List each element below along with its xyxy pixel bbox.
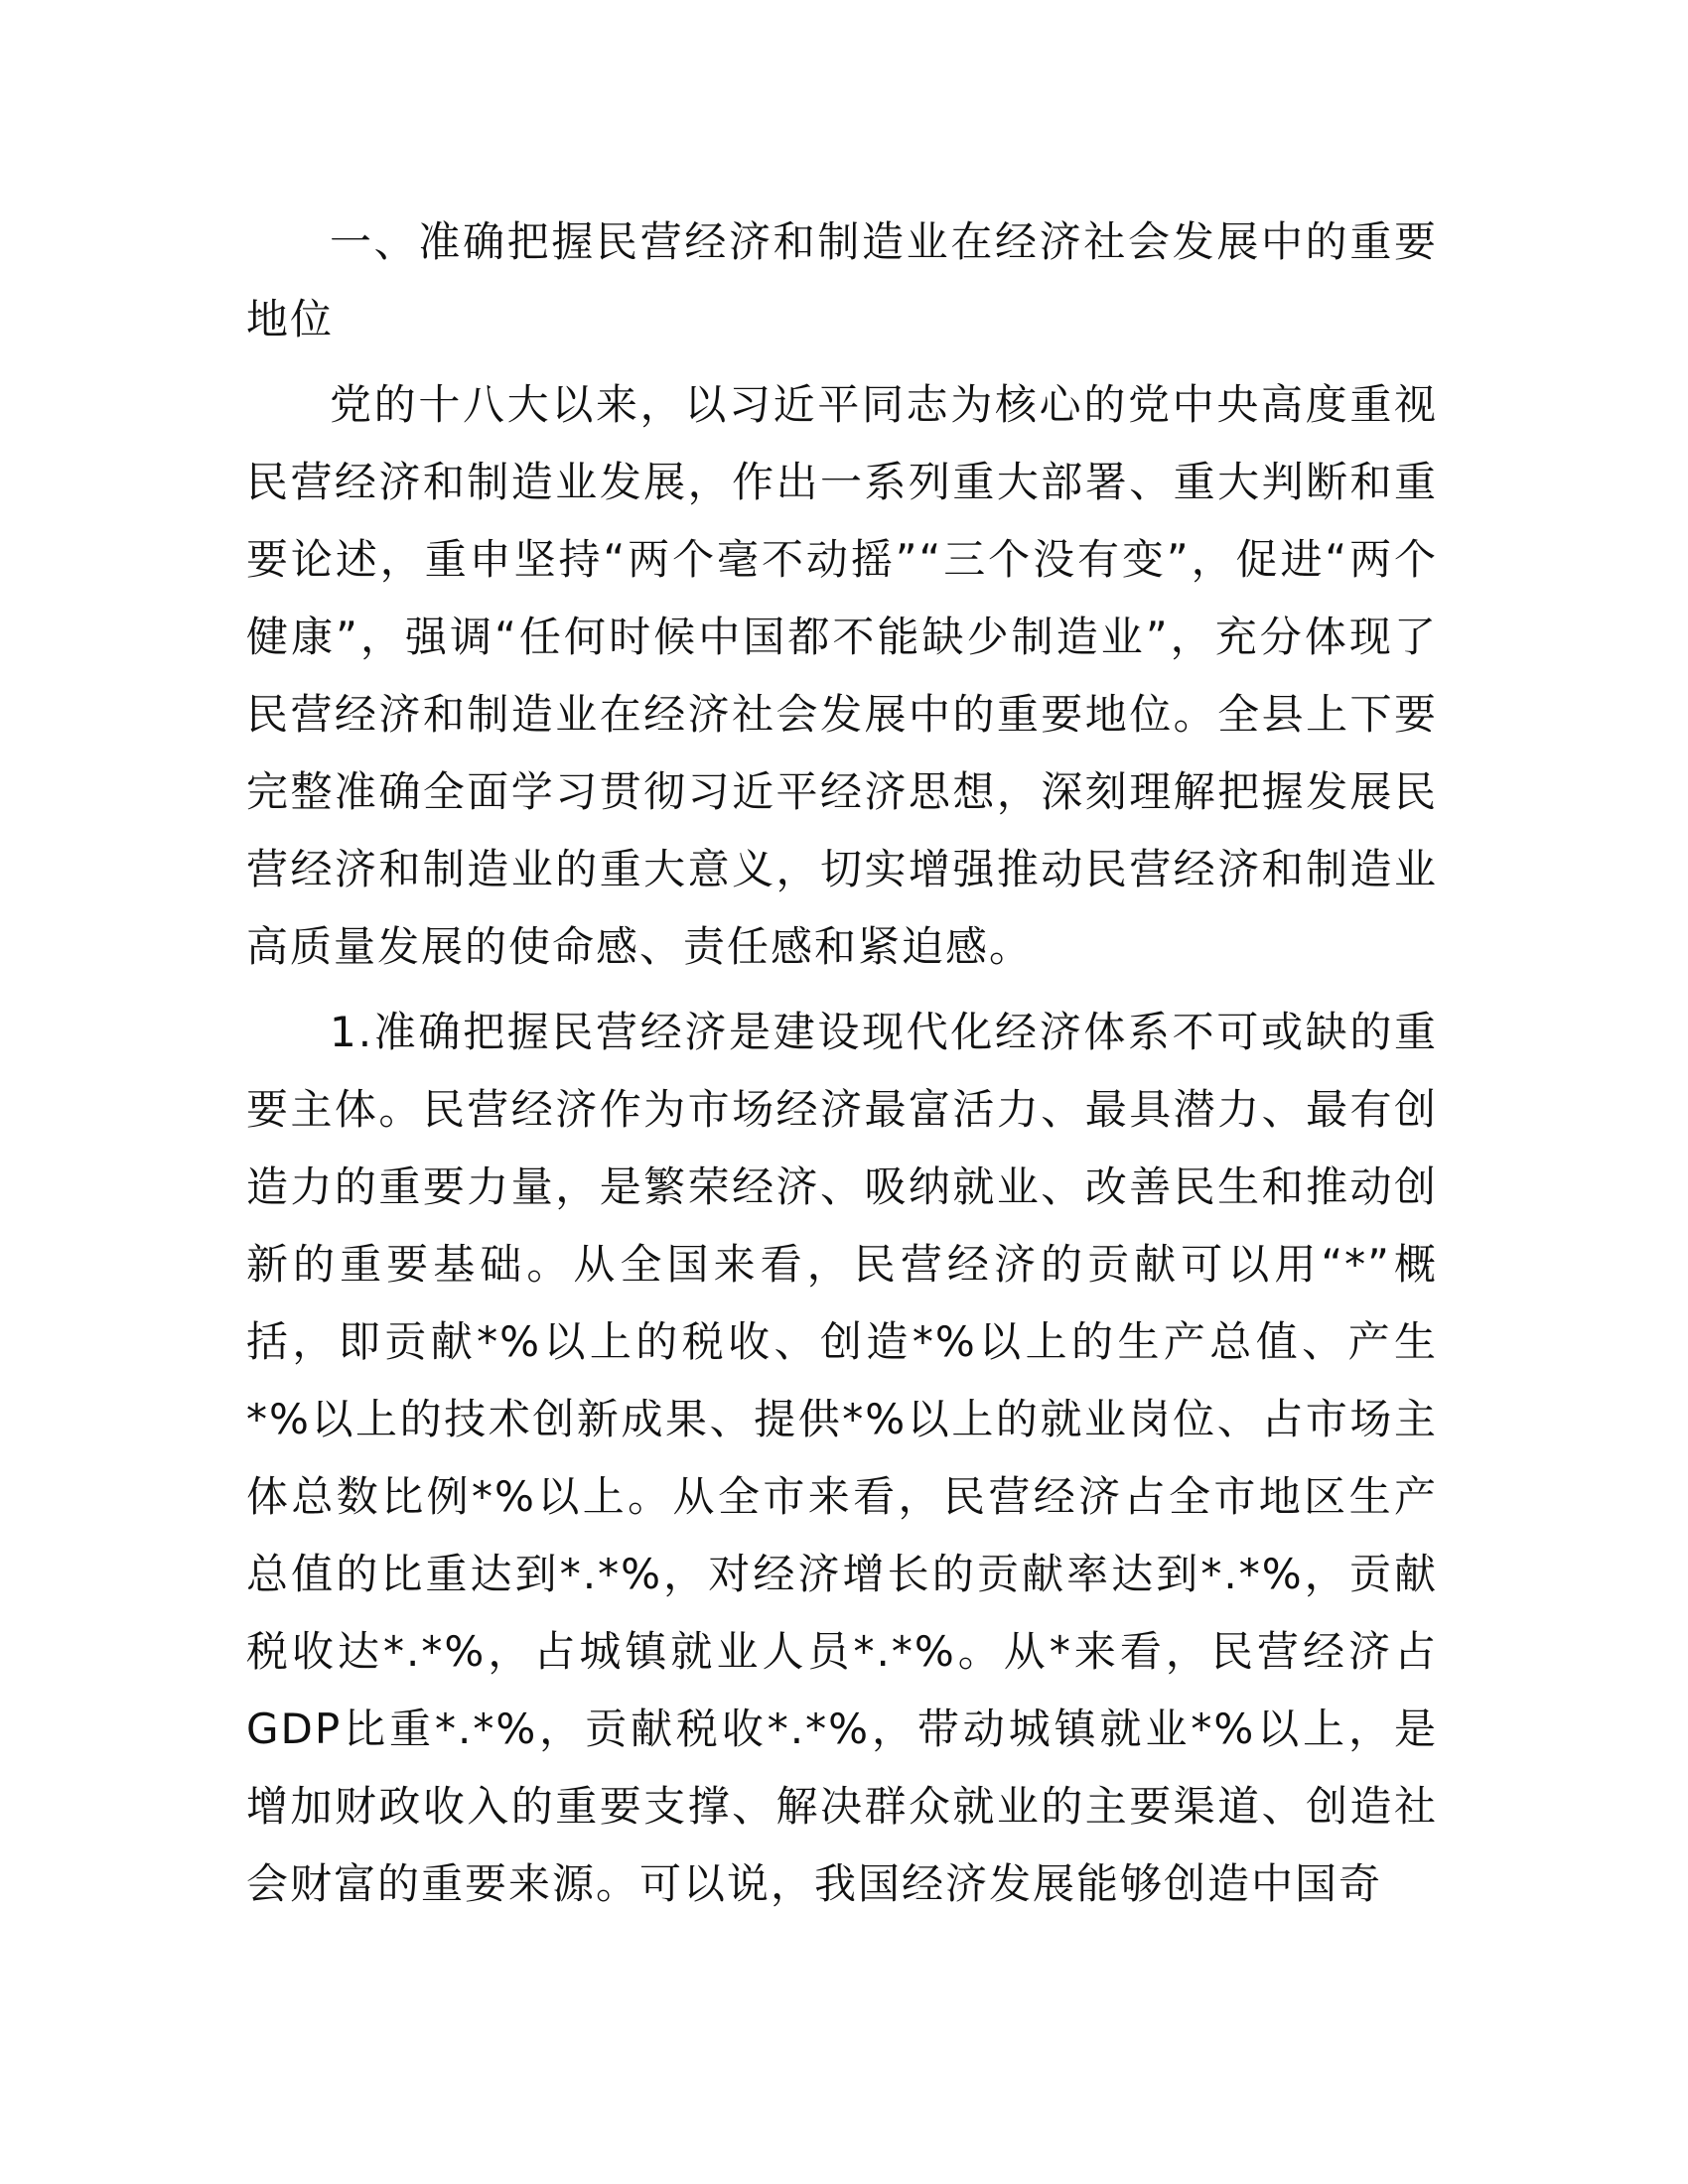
paragraph-point-1: 1.准确把握民营经济是建设现代化经济体系不可或缺的重要主体。民营经济作为市场经济最富活力、最具潜力、最有创造力的重要力量，是繁荣经济、吸纳就业、改善民生和推动创新的重要基础。从全国来看，民营经济的贡献可以用“*”概括，即贡献*%以上的税收、创造*%以上的生产总值、产生*%以上的技术创新成果、提供*%以上的就业岗位、占市场主体总数比例*%以上。从全市来看，民营经济占全市地区生产总值的比重达到*.*%，对经济增长的贡献率达到*.*%，贡献税收达*.*%，占城镇就业人员*.*%。从*来看，民营经济占GDP比重*.*%，贡献税收*.*%，带动城镇就业*%以上，是增加财政收入的重要支撑、解决群众就业的主要渠道、创造社会财富的重要来源。可以说，我国经济发展能够创造中国奇 xyxy=(246,1008,1438,1908)
section-heading: 一、准确把握民营经济和制造业在经济社会发展中的重要地位 xyxy=(246,217,1438,343)
paragraph-intro: 党的十八大以来，以习近平同志为核心的党中央高度重视民营经济和制造业发展，作出一系列重大部署、重大判断和重要论述，重申坚持“两个毫不动摇”“三个没有变”，促进“两个健康”，强调“任何时候中国都不能缺少制造业”，充分体现了民营经济和制造业在经济社会发展中的重要地位。全县上下要完整准确全面学习贯彻习近平经济思想，深刻理解把握发展民营经济和制造业的重大意义，切实增强推动民营经济和制造业高质量发展的使命感、责任感和紧迫感。 xyxy=(246,380,1438,971)
document-body xyxy=(246,204,1438,1931)
